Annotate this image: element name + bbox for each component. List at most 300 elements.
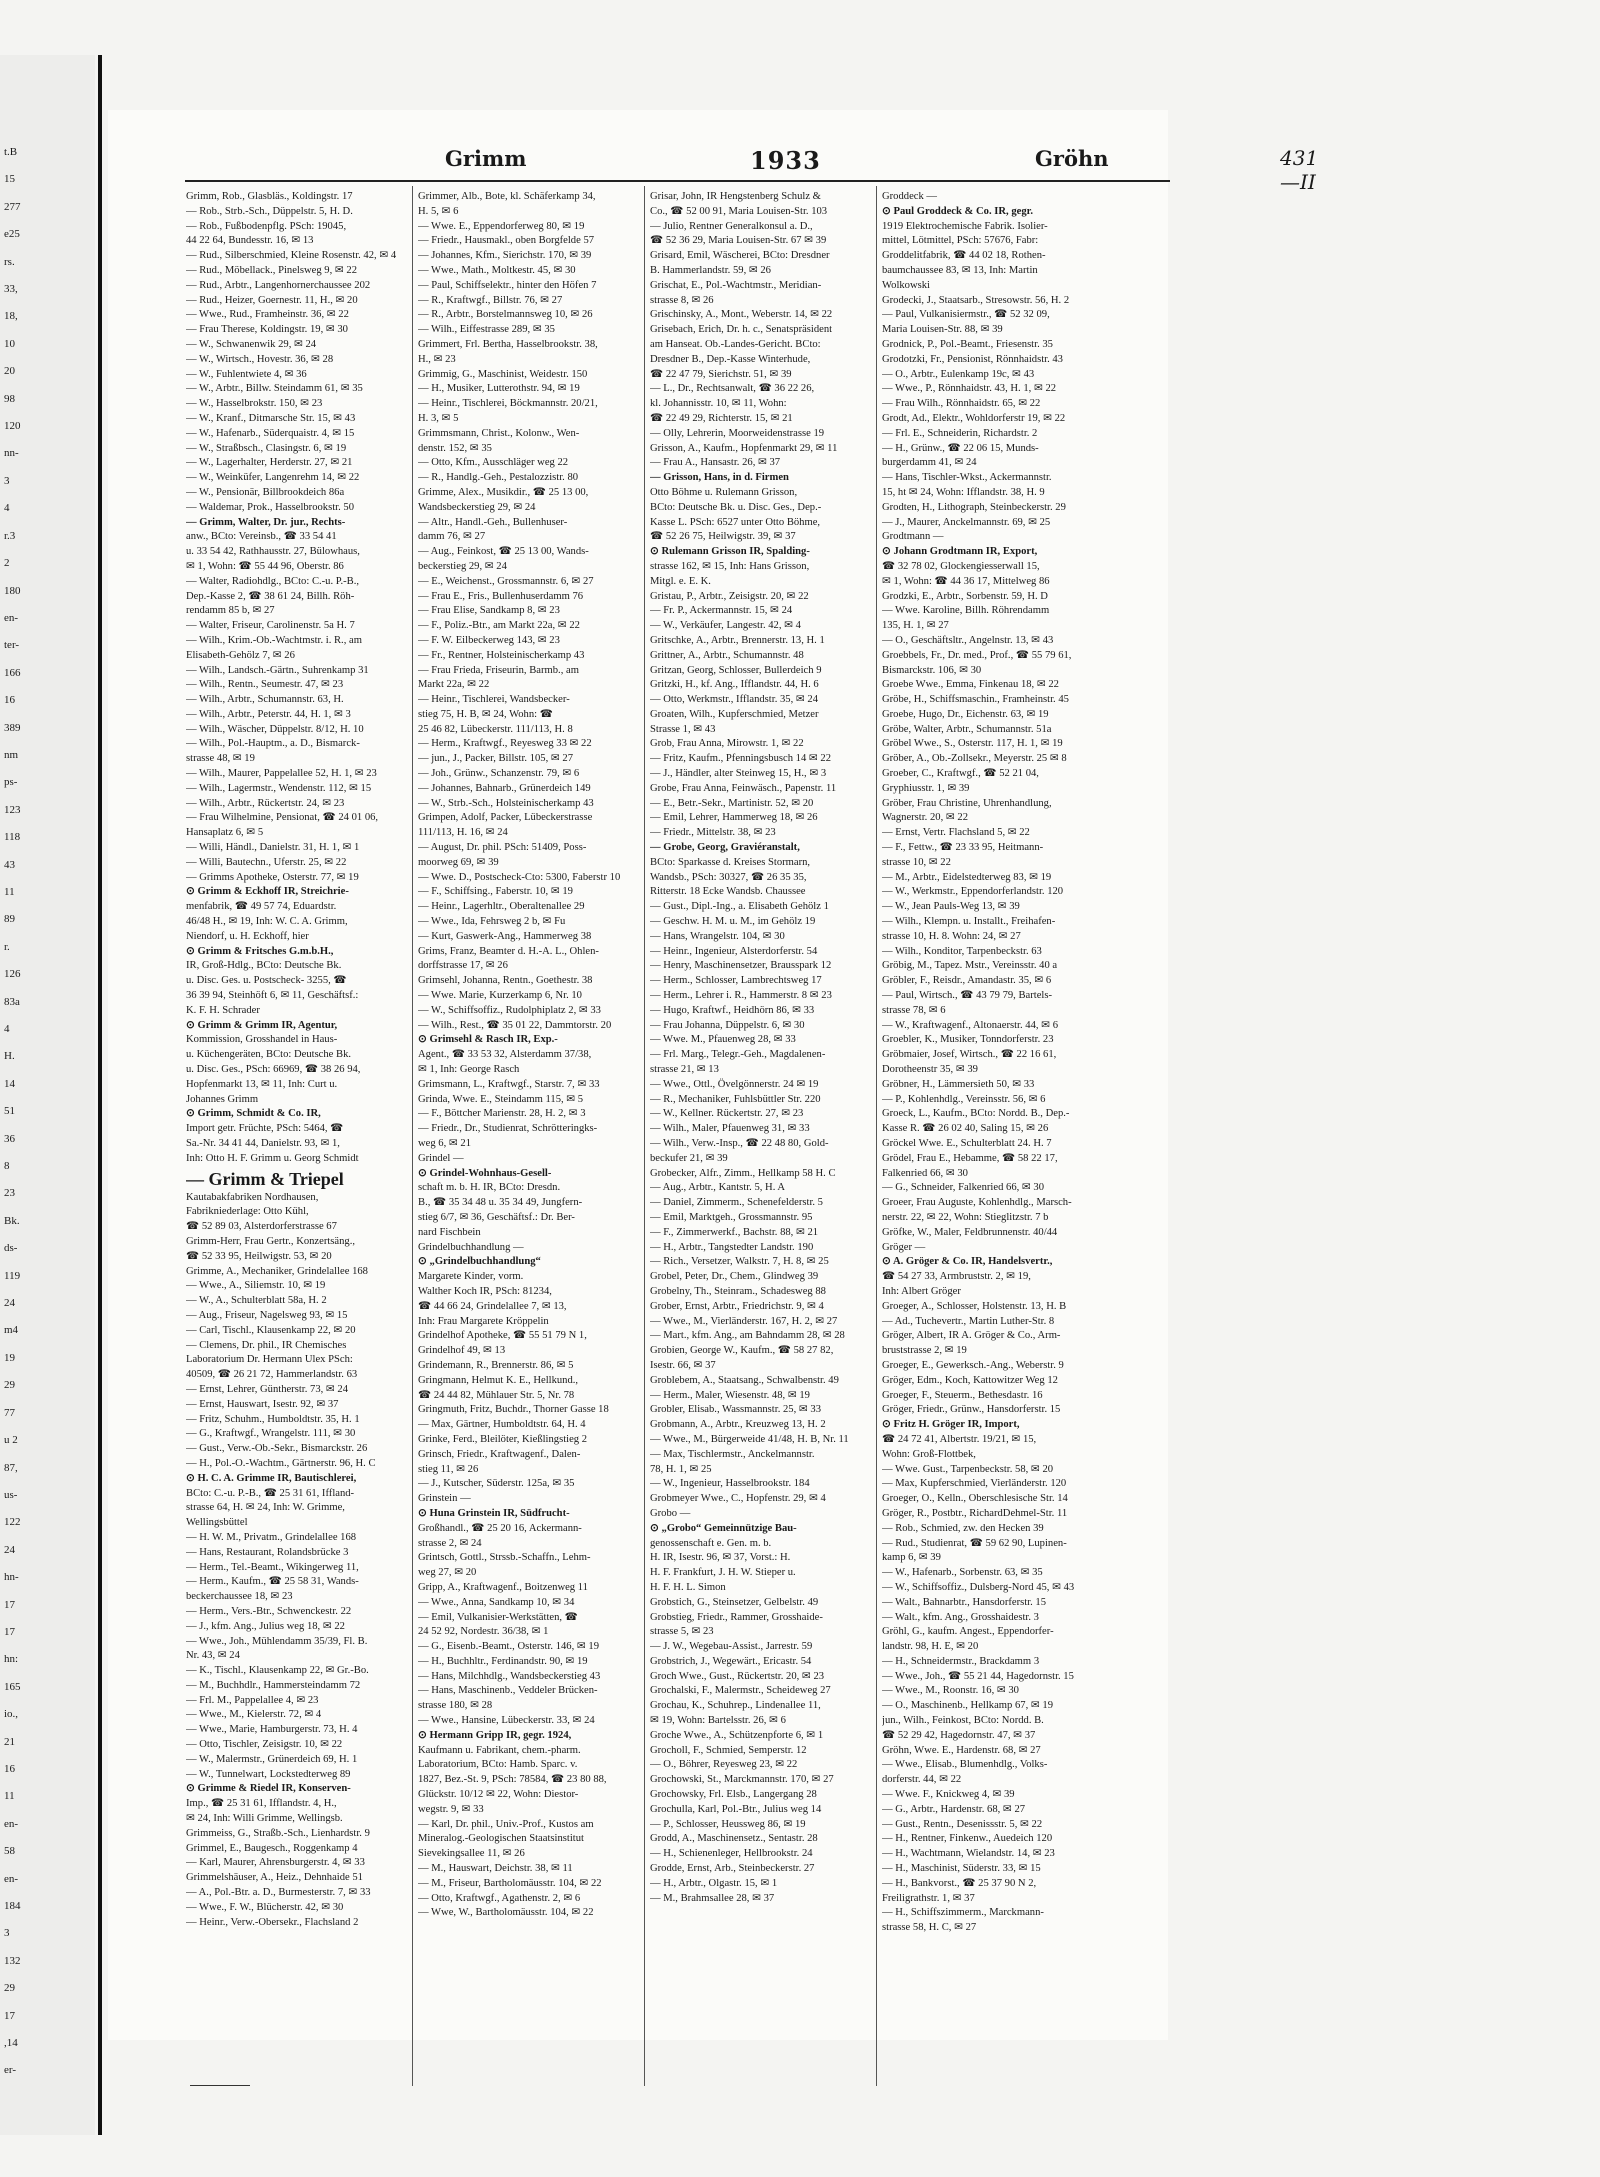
directory-entry-line: Grimmel, E., Baugesch., Roggenkamp 4 [186, 1842, 358, 1854]
directory-entry-line: B. Hammerlandstr. 59, ✉ 26 [650, 264, 771, 276]
directory-entry-line: 46/48 H., ✉ 19, Inh: W. C. A. Grimm, [186, 916, 348, 928]
previous-page-fragment: 33, [4, 283, 18, 296]
directory-entry-line: Elisabeth-Gehölz 7, ✉ 26 [186, 649, 295, 661]
directory-entry-line: Grimme, Alex., Musikdir., ☎ 25 13 00, [418, 486, 589, 498]
directory-entry-line: u. Disc. Ges. u. Postscheck- 3255, ☎ [186, 975, 347, 987]
directory-entry-line: Dorotheenstr 35, ✉ 39 [882, 1064, 978, 1076]
directory-entry-line: Groddeck — [882, 191, 938, 202]
directory-entry-line: — H., Pol.-O.-Wachtm., Gärtnerstr. 96, H. C [186, 1457, 376, 1469]
directory-entry-line: Groaten, Wilh., Kupferschmied, Metzer [650, 708, 819, 720]
directory-entry-line: Grochowsky, Frl. Elsb., Langergang 28 [650, 1789, 817, 1801]
directory-entry-line: — G., Eisenb.-Beamt., Osterstr. 146, ✉ 19 [418, 1641, 600, 1653]
directory-entry-line: burgerdamm 41, ✉ 24 [882, 457, 977, 469]
previous-page-fragment: 87, [4, 1461, 18, 1474]
directory-entry-line: 36 39 94, Steinhöft 6, ✉ 11, Geschäftsf.: [186, 990, 359, 1002]
directory-entry-line: — Fritz, Schuhm., Humboldtstr. 35, H. 1 [186, 1413, 360, 1425]
directory-entry-line: — Rob., Strb.-Sch., Düppelstr. 5, H. D. [186, 205, 353, 217]
directory-entry-line: ☎ 44 66 24, Grindelallee 7, ✉ 13, [418, 1300, 567, 1312]
directory-entry-line: Grindel — [418, 1152, 464, 1164]
directory-entry-line: Gröger — [882, 1241, 926, 1253]
directory-entry-line: Gröhl, G., kaufm. Angest., Eppendorfer- [882, 1626, 1054, 1638]
previous-page-fragment: 4 [4, 1023, 10, 1035]
directory-entry-line: — Wwe. Marie, Kurzerkamp 6, Nr. 10 [418, 990, 582, 1002]
directory-entry-line: Gröfke, W., Maler, Feldbrunnenstr. 40/44 [882, 1226, 1058, 1238]
previous-page-fragment: H. [4, 1050, 15, 1063]
directory-entry-line: H. 3, ✉ 5 [418, 412, 459, 424]
directory-entry-line: Dresdner B., Dep.-Kasse Winterhude, [650, 353, 811, 365]
directory-entry-line: — Gust., Dipl.-Ing., a. Elisabeth Gehölz 1 [650, 901, 829, 913]
directory-entry-line: Wohn: Groß-Flottbek, [882, 1448, 976, 1460]
previous-page-fragment: 389 [4, 721, 21, 734]
directory-entry-line: — G., Schneider, Falkenried 66, ✉ 30 [882, 1182, 1045, 1194]
directory-entry-line: 40509, ☎ 26 21 72, Hammerlandstr. 63 [186, 1369, 358, 1381]
directory-entry-line: — Fr., Rentner, Holsteinischerkamp 43 [418, 649, 585, 661]
directory-entry-line: — W., Hafenarb., Süderquaistr. 4, ✉ 15 [186, 427, 355, 439]
directory-entry-line: Grimmer, Alb., Bote, kl. Schäferkamp 34, [418, 191, 596, 202]
directory-entry-line: Groebler, K., Musiker, Tonndorferstr. 23 [882, 1034, 1054, 1046]
directory-entry-line: — Herm., Kaufm., ☎ 25 58 31, Wands- [186, 1576, 359, 1588]
directory-entry-line: Hansaplatz 6, ✉ 5 [186, 827, 264, 839]
directory-entry-line: — Friedr., Dr., Studienrat, Schrötteringks- [418, 1123, 598, 1135]
directory-entry-line: — Heinr., Tischlerei, Böckmannstr. 20/21, [418, 398, 598, 410]
directory-entry-line: Grödel, Frau E., Hebamme, ☎ 58 22 17, [882, 1152, 1058, 1164]
directory-entry-line: Grims, Franz, Beamter d. H.-A. L., Ohlen- [418, 945, 599, 957]
directory-entry-line: moorweg 69, ✉ 39 [418, 856, 499, 868]
directory-entry-line: — Frau Wilh., Rönnhaidstr. 65, ✉ 22 [882, 398, 1041, 410]
directory-entry-line: ✉ 24, Inh: Willi Grimme, Wellingsb. [186, 1813, 343, 1825]
directory-entry-line: Groebe Wwe., Emma, Finkenau 18, ✉ 22 [882, 679, 1059, 691]
directory-entry-line: Ritterstr. 18 Ecke Wandsb. Chaussee [650, 886, 806, 898]
directory-entry-line: — Altr., Handl.-Geh., Bullenhuser- [418, 516, 568, 528]
previous-page-fragment: 166 [4, 666, 21, 679]
directory-entry-line: — Walter, Radiohdlg., BCto: C.-u. P.-B., [186, 575, 360, 587]
directory-entry-line: strasse 8, ✉ 26 [650, 294, 714, 306]
directory-entry-line: Grodotzki, Fr., Pensionist, Rönnhaidstr. 43 [882, 353, 1063, 365]
previous-page-fragment: 29 [4, 1982, 15, 1995]
directory-entry-line: Grindelbuchhandlung — [418, 1241, 524, 1253]
directory-entry-line: — Wilh., Arbtr., Peterstr. 44, H. 1, ✉ 3 [186, 708, 351, 720]
directory-entry-line: Grisson, A., Kaufm., Hopfenmarkt 29, ✉ 11 [650, 442, 838, 454]
previous-page-fragment: en- [4, 1872, 19, 1885]
directory-entry-line: Wellingsbüttel [186, 1517, 248, 1529]
directory-entry-line: — W., Malermstr., Grünerdeich 69, H. 1 [186, 1753, 358, 1765]
directory-entry-line: Gröbe, H., Schiffsmaschin., Framheinstr. 45 [882, 694, 1069, 706]
directory-entry-line: Groeck, L., Kaufm., BCto: Nordd. B., Dep.- [882, 1108, 1070, 1120]
directory-entry-line: ☎ 52 26 75, Heilwigstr. 39, ✉ 37 [650, 531, 796, 543]
directory-entry-line: rendamm 85 b, ✉ 27 [186, 605, 275, 617]
directory-entry-line: Imp., ☎ 25 31 61, Ifflandstr. 4, H., [186, 1798, 337, 1810]
directory-entry-line: Gröger, R., Postbtr., RichardDehmel-Str. 11 [882, 1507, 1068, 1519]
directory-entry-line: kl. Johannisstr. 10, ✉ 11, Wohn: [650, 398, 787, 410]
directory-entry-line: 24 52 92, Nordestr. 36/38, ✉ 1 [418, 1626, 549, 1638]
directory-entry-line: — Wilh., Arbtr., Rückertstr. 24, ✉ 23 [186, 797, 345, 809]
directory-entry-line: — Wilh., Wäscher, Düppelstr. 8/12, H. 10 [186, 723, 364, 735]
directory-entry-line: 25 46 82, Lübeckerstr. 111/113, H. 8 [418, 723, 573, 735]
directory-entry-line: — R., Mechaniker, Fuhlsbüttler Str. 220 [650, 1093, 821, 1105]
directory-entry-line: — Wwe. Gust., Tarpenbeckstr. 58, ✉ 20 [882, 1463, 1054, 1475]
directory-entry-line: — W., Kellner. Rückertstr. 27, ✉ 23 [650, 1108, 804, 1120]
directory-entry-line: Groche Wwe., A., Schützenpforte 6, ✉ 1 [650, 1729, 824, 1741]
directory-entry-line: Grischinsky, A., Mont., Weberstr. 14, ✉ 22 [650, 309, 833, 321]
header-left-keyword: Grimm [445, 146, 527, 171]
directory-entry-line: — Daniel, Zimmerm., Schenefelderstr. 5 [650, 1197, 823, 1209]
directory-entry-line: — W., Verkäufer, Langestr. 42, ✉ 4 [650, 620, 801, 632]
directory-entry-line: — J., Kutscher, Süderstr. 125a, ✉ 35 [418, 1478, 575, 1490]
directory-entry-line: Grodten, H., Lithograph, Steinbeckerstr. 29 [882, 501, 1066, 513]
directory-entry-line: — jun., J., Packer, Billstr. 105, ✉ 27 [418, 753, 573, 765]
previous-page-fragment: 8 [4, 1160, 10, 1173]
directory-entry-line: Grodzki, E., Arbtr., Sorbenstr. 59, H. D [882, 590, 1048, 602]
directory-entry-line: — Wwe., Ida, Fehrsweg 2 b, ✉ Fu [418, 916, 566, 928]
directory-entry-line: ☎ 52 89 03, Alsterdorferstrasse 67 [186, 1221, 337, 1233]
directory-entry-line: — Wilh., Rentn., Seumestr. 47, ✉ 23 [186, 679, 344, 691]
previous-page-fragment: 16 [4, 694, 15, 707]
previous-page-fragment: 24 [4, 1297, 15, 1310]
directory-entry-line: Gröbner, H., Lämmersieth 50, ✉ 33 [882, 1078, 1035, 1090]
directory-entry-line: — Frl. E., Schneiderin, Richardstr. 2 [882, 427, 1038, 439]
directory-entry-line: — Willi, Bautechn., Uferstr. 25, ✉ 22 [186, 856, 347, 868]
directory-entry-line: — M., Arbtr., Eidelstedterweg 83, ✉ 19 [882, 871, 1052, 883]
directory-entry-line: — Aug., Arbtr., Kantstr. 5, H. A [650, 1182, 786, 1194]
directory-entry-line: Gröbe, Walter, Arbtr., Schumannstr. 51a [882, 723, 1052, 735]
directory-entry-line: Walther Koch IR, PSch: 81234, [418, 1285, 552, 1297]
directory-entry-line: Groeger, O., Kelln., Oberschlesische Str. 14 [882, 1493, 1068, 1505]
directory-entry-line: strasse 10, H. 8. Wohn: 24, ✉ 27 [882, 930, 1021, 942]
directory-entry-line: — Paul, Vulkanisiermstr., ☎ 52 32 09, [882, 309, 1050, 321]
directory-entry-line: — Clemens, Dr. phil., IR Chemisches [186, 1339, 347, 1351]
directory-entry-line: ✉ 1, Wohn: ☎ 44 36 17, Mittelweg 86 [882, 575, 1050, 587]
directory-entry-line: — W., Tunnelwart, Lockstedterweg 89 [186, 1768, 351, 1780]
directory-entry-line: Grintsch, Gottl., Strssb.-Schaffn., Lehm- [418, 1552, 591, 1564]
directory-entry-line: — Wwe., A., Siliemstr. 10, ✉ 19 [186, 1280, 326, 1292]
directory-entry-line: H., ✉ 23 [418, 353, 456, 365]
previous-page-fragment: u 2 [4, 1434, 18, 1447]
previous-page-fragment: io., [4, 1708, 19, 1721]
directory-entry-line: — Wwe., Math., Moltkestr. 45, ✉ 30 [418, 264, 576, 276]
directory-entry-line: — O., Arbtr., Eulenkamp 19c, ✉ 43 [882, 368, 1035, 380]
directory-entry-line: Sa.-Nr. 34 41 44, Danielstr. 93, ✉ 1, [186, 1138, 340, 1149]
directory-entry-line: stieg 6/7, ✉ 36, Geschäftsf.: Dr. Ber- [418, 1211, 575, 1223]
directory-entry-line: Grob, Frau Anna, Mirowstr. 1, ✉ 22 [650, 738, 804, 750]
previous-page-fragment: 21 [4, 1735, 15, 1748]
directory-entry-line: — Rud., Möbellack., Pinelsweg 9, ✉ 22 [186, 264, 358, 276]
directory-entry-line: Großhandl., ☎ 25 20 16, Ackermann- [418, 1522, 582, 1534]
directory-entry-line: — Wilh., Eiffestrasse 289, ✉ 35 [418, 324, 555, 336]
directory-entry-line: — Emil, Lehrer, Hammerweg 18, ✉ 26 [650, 812, 818, 824]
previous-page-fragment: ter- [4, 639, 20, 652]
directory-entry-line: IR, Groß-Hdlg., BCto: Deutsche Bk. [186, 960, 342, 972]
directory-entry-line: — Wwe., M., Kielerstr. 72, ✉ 4 [186, 1709, 322, 1721]
directory-entry-line: Co., ☎ 52 00 91, Maria Louisen-Str. 103 [650, 205, 828, 217]
directory-entry-line: Grobe, Frau Anna, Feinwäsch., Papenstr. 11 [650, 782, 837, 794]
directory-entry-line: ☎ 22 49 29, Richterstr. 15, ✉ 21 [650, 412, 793, 424]
directory-entry-line: — Willi, Händl., Danielstr. 31, H. 1, ✉ 1 [186, 842, 360, 854]
directory-entry-line: Grimme, A., Mechaniker, Grindelallee 168 [186, 1265, 368, 1277]
directory-entry-line: — Wilh., Maler, Pfauenweg 31, ✉ 33 [650, 1123, 810, 1135]
directory-entry-line: — Wwe., Hansine, Lübeckerstr. 33, ✉ 24 [418, 1715, 595, 1727]
directory-entry-line: — Rud., Arbtr., Langenhornerchaussee 202 [186, 279, 371, 291]
directory-entry-line: — Joh., Grünw., Schanzenstr. 79, ✉ 6 [418, 768, 580, 780]
directory-entry-line: — P., Kohlenhdlg., Vereinsstr. 56, ✉ 6 [882, 1093, 1046, 1105]
directory-entry-line: ☎ 22 47 79, Sierichstr. 51, ✉ 39 [650, 368, 792, 380]
directory-entry-line: ⊙ Rulemann Grisson IR, Spalding- [650, 546, 810, 558]
directory-entry-line: Isestr. 66, ✉ 37 [650, 1359, 716, 1371]
directory-entry-line: strasse 5, ✉ 23 [650, 1626, 714, 1638]
directory-entry-line: Groblebem, A., Staatsang., Schwalbenstr. 49 [650, 1374, 839, 1386]
directory-entry-line: — H., Schneidermstr., Brackdamm 3 [882, 1655, 1040, 1667]
directory-entry-line: kamp 6, ✉ 39 [882, 1552, 941, 1564]
directory-entry-line: — F., Böttcher Marienstr. 28, H. 2, ✉ 3 [418, 1108, 586, 1120]
directory-entry-line: — W., Jean Pauls-Weg 13, ✉ 39 [882, 901, 1020, 913]
directory-entry-line: Inh: Albert Gröger [882, 1285, 961, 1297]
directory-entry-line: ✉ 1, Inh: George Rasch [418, 1064, 520, 1076]
directory-entry-line: Grimmsmann, Christ., Kolonw., Wen- [418, 427, 580, 439]
directory-entry-line: — Hans, Tischler-Wkst., Ackermannstr. [882, 472, 1052, 484]
previous-page-fragment: hn- [4, 1571, 19, 1584]
previous-page-fragment: 118 [4, 831, 21, 844]
directory-entry-line: 78, H. 1, ✉ 25 [650, 1463, 712, 1475]
directory-entry-line: Groch Wwe., Gust., Rückertstr. 20, ✉ 23 [650, 1670, 825, 1682]
directory-entry-line: Groeer, Frau Auguste, Kohlenhdlg., Marsch- [882, 1197, 1072, 1209]
directory-entry-line: Grobstich, G., Steinsetzer, Gelbelstr. 49 [650, 1596, 819, 1608]
directory-entry-line: strasse 58, H. C, ✉ 27 [882, 1922, 977, 1934]
previous-page-fragment: 15 [4, 173, 15, 186]
directory-entry-line: Grobmeyer Wwe., C., Hopfenstr. 29, ✉ 4 [650, 1493, 826, 1505]
directory-entry-line: — Hugo, Kraftwf., Heidhörn 86, ✉ 33 [650, 1004, 815, 1016]
directory-entry-line: — Rud., Silberschmied, Kleine Rosenstr. 42, ✉ 4 [186, 250, 397, 262]
directory-entry-line: — W., Strb.-Sch., Holsteinischerkamp 43 [418, 797, 594, 809]
directory-entry-line: — O., Böhrer, Reyesweg 23, ✉ 22 [650, 1759, 798, 1771]
directory-entry-line: Gritschke, A., Arbtr., Brennerstr. 13, H. 1 [650, 634, 825, 646]
directory-entry-line: beckerstieg 29, ✉ 24 [418, 560, 507, 572]
directory-entry-line: Laboratorium Dr. Hermann Ulex PSch: [186, 1354, 353, 1366]
directory-entry-line: Grober, Ernst, Arbtr., Friedrichstr. 9, ✉ 4 [650, 1300, 824, 1312]
directory-entry-line: Grochulla, Karl, Pol.-Btr., Julius weg 14 [650, 1803, 822, 1815]
directory-entry-line: beckufer 21, ✉ 39 [650, 1152, 728, 1164]
directory-entry-line: — Wwe., P., Rönnhaidstr. 43, H. 1, ✉ 22 [882, 383, 1057, 395]
previous-page-fragment: 43 [4, 858, 15, 871]
previous-page-fragment: 123 [4, 803, 21, 816]
directory-entry-line: — Paul, Wirtsch., ☎ 43 79 79, Bartels- [882, 990, 1052, 1002]
directory-entry-line: Glückstr. 10/12 ✉ 22, Wohn: Diestor- [418, 1789, 579, 1801]
directory-entry-line: — Wwe., Joh., ☎ 55 21 44, Hagedornstr. 15 [882, 1670, 1074, 1682]
directory-entry-line: — Otto, Werkmstr., Ifflandstr. 35, ✉ 24 [650, 694, 818, 706]
directory-entry-line: Groebe, Hugo, Dr., Eichenstr. 63, ✉ 19 [882, 708, 1049, 720]
directory-entry-line: — F. W. Eilbeckerweg 143, ✉ 23 [418, 634, 560, 646]
directory-entry-line: u. Disc. Ges., PSch: 66969, ☎ 38 26 94, [186, 1064, 361, 1076]
directory-entry-line: — Walter, Friseur, Carolinenstr. 5a H. 7 [186, 620, 355, 632]
directory-entry-line: strasse 162, ✉ 15, Inh: Hans Grisson, [650, 560, 810, 572]
directory-entry-line: ⊙ „Grobo“ Gemeinnützige Bau- [650, 1522, 797, 1534]
previous-page-fragment: 11 [4, 1790, 15, 1803]
directory-entry-line: — Wilh., Klempn. u. Installt., Freihafen- [882, 916, 1056, 928]
directory-entry-line: — Geschw. H. M. u. M., im Gehölz 19 [650, 916, 816, 928]
directory-entry-line: — W., Ingenieur, Hasselbrookstr. 184 [650, 1478, 810, 1490]
directory-entry-line: — W., Arbtr., Billw. Steindamm 61, ✉ 35 [186, 383, 363, 395]
directory-entry-line: — Walt., kfm. Ang., Grosshaidestr. 3 [882, 1611, 1039, 1623]
directory-entry-line: — Hans, Maschinenb., Veddeler Brücken- [418, 1685, 598, 1697]
directory-entry-line: — Frl. M., Pappelallee 4, ✉ 23 [186, 1694, 319, 1706]
directory-entry-line: Import getr. Früchte, PSch: 5464, ☎ [186, 1123, 344, 1135]
page-header [185, 146, 1319, 194]
directory-entry-line: Bismarckstr. 106, ✉ 30 [882, 664, 982, 676]
directory-entry-line: — O., Maschinenb., Hellkamp 67, ✉ 19 [882, 1700, 1053, 1712]
page-gutter [98, 55, 102, 2135]
directory-entry-line: Kasse L. PSch: 6527 unter Otto Böhme, [650, 516, 821, 528]
directory-entry-line: — W., Werkmstr., Eppendorferlandstr. 120 [882, 886, 1064, 898]
directory-entry-line: — Kurt, Gaswerk-Ang., Hammerweg 38 [418, 930, 592, 942]
directory-entry-line: genossenschaft e. Gen. m. b. [650, 1537, 772, 1549]
directory-entry-line: — Gust., Verw.-Ob.-Sekr., Bismarckstr. 26 [186, 1443, 368, 1455]
directory-entry-line: — Julio, Rentner Generalkonsul a. D., [650, 220, 813, 232]
directory-entry-line: — Wilh., Maurer, Pappelallee 52, H. 1, ✉ 23 [186, 768, 377, 780]
directory-entry-line: — M., Friseur, Bartholomäusstr. 104, ✉ 22 [418, 1877, 602, 1889]
directory-entry-line: — Herm., Lehrer i. R., Hammerstr. 8 ✉ 23 [650, 990, 832, 1002]
directory-entry-line: — W., Kranf., Ditmarsche Str. 15, ✉ 43 [186, 412, 356, 424]
directory-entry-line: Gröbmaier, Josef, Wirtsch., ☎ 22 16 61, [882, 1049, 1057, 1061]
previous-page-fragment: 3 [4, 1927, 10, 1940]
directory-entry-line: — Wwe., M., Bürgerweide 41/48, H. B, Nr. 11 [650, 1433, 849, 1445]
directory-entry-line: strasse 10, ✉ 22 [882, 856, 951, 868]
directory-entry-line: — J., kfm. Ang., Julius weg 18, ✉ 22 [186, 1620, 345, 1632]
directory-entry-line: Nr. 43, ✉ 24 [186, 1650, 240, 1662]
previous-page-fragment: 119 [4, 1269, 21, 1282]
directory-entry-line: K. F. H. Schrader [186, 1004, 260, 1016]
directory-entry-line: Grodtmann — [882, 531, 944, 543]
previous-page-fragment: rs. [4, 255, 15, 268]
directory-entry-line: — H., Musiker, Lutterothstr. 94, ✉ 19 [418, 383, 580, 395]
directory-entry-line: — Friedr., Mittelstr. 38, ✉ 23 [650, 827, 776, 839]
directory-entry-line: — Wwe. F., Knickweg 4, ✉ 39 [882, 1789, 1015, 1801]
directory-entry-line: Grobien, George W., Kaufm., ☎ 58 27 82, [650, 1345, 834, 1357]
directory-entry-line: Groeger, E., Gewerksch.-Ang., Weberstr. 9 [882, 1359, 1064, 1371]
directory-entry-line: — Wwe., F. W., Blücherstr. 42, ✉ 30 [186, 1901, 344, 1913]
directory-entry-line: Grinsch, Friedr., Kraftwagenf., Dalen- [418, 1448, 581, 1460]
directory-entry-line: Grimmeiss, G., Straßb.-Sch., Lienhardstr. 9 [186, 1827, 370, 1839]
directory-entry-line: Gryphiusstr. 1, ✉ 39 [882, 782, 970, 794]
directory-entry-line: — Ernst, Hauswart, Isestr. 92, ✉ 37 [186, 1398, 339, 1410]
directory-entry-line: — E., Betr.-Sekr., Martinistr. 52, ✉ 20 [650, 797, 814, 809]
directory-entry-line: Grimsehl, Johanna, Rentn., Goethestr. 38 [418, 975, 593, 987]
directory-entry-line: 44 22 64, Bundesstr. 16, ✉ 13 [186, 235, 314, 247]
directory-entry-line: — Karl, Dr. phil., Univ.-Prof., Kustos am [418, 1818, 594, 1830]
directory-entry-line: strasse 64, H. ✉ 24, Inh: W. Grimme, [186, 1502, 345, 1514]
directory-entry-line: — Frau Wilhelmine, Pensionat, ☎ 24 01 06, [186, 812, 379, 824]
directory-entry-line: — F., Poliz.-Btr., am Markt 22a, ✉ 22 [418, 620, 580, 632]
directory-entry-line: — W., Schiffsoffiz., Dulsberg-Nord 45, ✉ 43 [882, 1581, 1075, 1593]
directory-entry-line: Grobecker, Alfr., Zimm., Hellkamp 58 H. C [650, 1167, 836, 1179]
previous-page-fragment: ds- [4, 1242, 18, 1255]
directory-entry-line: — H., Arbtr., Tangstedter Landstr. 190 [650, 1241, 814, 1253]
directory-entry-line: — Heinr., Lagerhltr., Oberaltenallee 29 [418, 901, 585, 913]
directory-entry-line: Groeger, A., Schlosser, Holstenstr. 13, H. B [882, 1300, 1067, 1312]
directory-entry-line: — Rich., Versetzer, Walkstr. 7, H. 8, ✉ 25 [650, 1256, 829, 1268]
directory-entry-line: Grimm-Herr, Frau Gertr., Konzertsäng., [186, 1235, 356, 1247]
previous-page-fragment: 17 [4, 1598, 15, 1611]
directory-entry-line: H. IR, Isestr. 96, ✉ 37, Vorst.: H. [650, 1552, 791, 1564]
directory-entry-line: — W., Lagerhalter, Herderstr. 27, ✉ 21 [186, 457, 353, 469]
directory-entry-line: Dep.-Kasse 2, ☎ 38 61 24, Billh. Röh- [186, 590, 355, 602]
directory-entry-line: Gritzan, Georg, Schlosser, Bullerdeich 9 [650, 664, 822, 676]
directory-entry-line: — Walt., Bahnarbtr., Hansdorferstr. 15 [882, 1596, 1047, 1608]
directory-entry-line: am Hanseat. Ob.-Landes-Gericht. BCto: [650, 338, 821, 350]
directory-entry-line: — Wwe. M., Pfauenweg 28, ✉ 33 [650, 1034, 796, 1046]
previous-page-fragment: en- [4, 1817, 19, 1830]
directory-entry-line: damm 76, ✉ 27 [418, 531, 486, 543]
directory-entry-line: Wandsbeckerstieg 29, ✉ 24 [418, 501, 536, 513]
directory-entry-line: u. 33 54 42, Rathhausstr. 27, Bülowhaus, [186, 546, 360, 558]
previous-page-fragment: er- [4, 2064, 16, 2077]
directory-entry-line: Grodde, Ernst, Arb., Steinbeckerstr. 27 [650, 1863, 815, 1875]
directory-entry-line: mittel, Lötmittel, PSch: 57676, Fabr: [882, 235, 1039, 247]
previous-page-fragment: 36 [4, 1132, 15, 1145]
directory-entry-line: — F., Schiffsing., Faberstr. 10, ✉ 19 [418, 886, 573, 898]
directory-entry-line: — Max, Gärtner, Humboldtstr. 64, H. 4 [418, 1419, 586, 1431]
page-number: 431—II [1280, 146, 1319, 194]
previous-page-fragment: ,14 [4, 2037, 18, 2050]
directory-entry-line: — H. W. M., Privatm., Grindelallee 168 [186, 1531, 357, 1543]
previous-page-fragment: 89 [4, 913, 15, 926]
directory-entry-line: — Hans, Wrangelstr. 104, ✉ 30 [650, 930, 785, 942]
directory-entry-line: ⊙ Grimm & Eckhoff IR, Streichrie- [186, 886, 349, 898]
directory-entry-line: — L., Dr., Rechtsanwalt, ☎ 36 22 26, [650, 383, 815, 395]
directory-entry-line: — K., Tischl., Klausenkamp 22, ✉ Gr.-Bo. [186, 1665, 369, 1677]
directory-entry-line: — Heinr., Tischlerei, Wandsbecker- [418, 694, 570, 706]
directory-entry-line: 111/113, H. 16, ✉ 24 [418, 827, 508, 839]
directory-entry-line: — Wilh., Landsch.-Gärtn., Suhrenkamp 31 [186, 664, 369, 676]
directory-entry-line: ⊙ Grimm & Grimm IR, Agentur, [186, 1019, 338, 1031]
directory-entry-line: — R., Arbtr., Borstelmannsweg 10, ✉ 26 [418, 309, 593, 321]
directory-entry-line: Gröber, Frau Christine, Uhrenhandlung, [882, 797, 1052, 809]
directory-entry-line: Grindelhof Apotheke, ☎ 55 51 79 N 1, [418, 1330, 587, 1342]
directory-entry-line: denstr. 152, ✉ 35 [418, 442, 492, 454]
directory-entry-line: Grindemann, R., Brennerstr. 86, ✉ 5 [418, 1359, 574, 1371]
directory-entry-line: Grobstrich, J., Wegewärt., Ericastr. 54 [650, 1655, 812, 1667]
directory-entry-line: Strasse 1, ✉ 43 [650, 723, 716, 735]
directory-entry-line: — Wwe., M., Roonstr. 16, ✉ 30 [882, 1685, 1019, 1697]
directory-entry-line: — Hans, Restaurant, Rolandsbrücke 3 [186, 1546, 349, 1558]
directory-entry-line: Gröber, A., Ob.-Zollsekr., Meyerstr. 25 ✉ 8 [882, 753, 1067, 765]
directory-entry-line: — Rob., Schmied, zw. den Hecken 39 [882, 1522, 1044, 1534]
directory-entry-line: — Herm., Kraftwgf., Reyesweg 33 ✉ 22 [418, 738, 592, 750]
directory-entry-line: Johannes Grimm [186, 1093, 259, 1105]
previous-page-fragment: 184 [4, 1900, 21, 1912]
directory-entry-line: strasse 78, ✉ 6 [882, 1004, 946, 1016]
directory-entry-line: Groeger, F., Steuerm., Bethesdastr. 16 [882, 1389, 1043, 1401]
previous-page-fragment: r. [4, 940, 10, 953]
previous-page-fragment: 11 [4, 885, 15, 898]
directory-entry-line: Groeber, C., Kraftwgf., ☎ 52 21 04, [882, 768, 1039, 780]
directory-entry-line: Inh: Otto H. F. Grimm u. Georg Schmidt [186, 1152, 359, 1164]
directory-entry-line: — J. W., Wegebau-Assist., Jarrestr. 59 [650, 1641, 813, 1653]
directory-entry-line: — Grisson, Hans, in d. Firmen [650, 472, 789, 484]
directory-entry-line: Grimmelshäuser, A., Heiz., Dehnhaide 51 [186, 1872, 363, 1884]
directory-entry-line: — Wwe., M., Vierländerstr. 167, H. 2, ✉ 27 [650, 1315, 838, 1327]
directory-entry-line: Grodt, Ad., Elektr., Wohldorferstr 19, ✉ 22 [882, 412, 1066, 424]
previous-page-fragment: 122 [4, 1516, 21, 1529]
directory-entry-line: ⊙ Grimme & Riedel IR, Konserven- [186, 1783, 351, 1795]
directory-entry-line: — H., Schiffszimmerm., Marckmann- [882, 1907, 1044, 1919]
directory-entry-line: — H., Wachtmann, Wielandstr. 14, ✉ 23 [882, 1848, 1055, 1860]
previous-page-fragment: 23 [4, 1187, 15, 1200]
previous-page-fragment: nm [4, 748, 19, 761]
footer-rule [190, 2085, 250, 2086]
directory-entry-line: strasse 180, ✉ 28 [418, 1700, 493, 1712]
directory-entry-line: Mineralog.-Geologischen Staatsinstitut [418, 1833, 584, 1845]
directory-entry-line: — Otto, Kraftwgf., Agathenstr. 2, ✉ 6 [418, 1892, 581, 1904]
previous-page-fragment: m4 [4, 1324, 19, 1337]
directory-entry-line: — W., Kraftwagenf., Altonaerstr. 44, ✉ 6 [882, 1019, 1058, 1031]
